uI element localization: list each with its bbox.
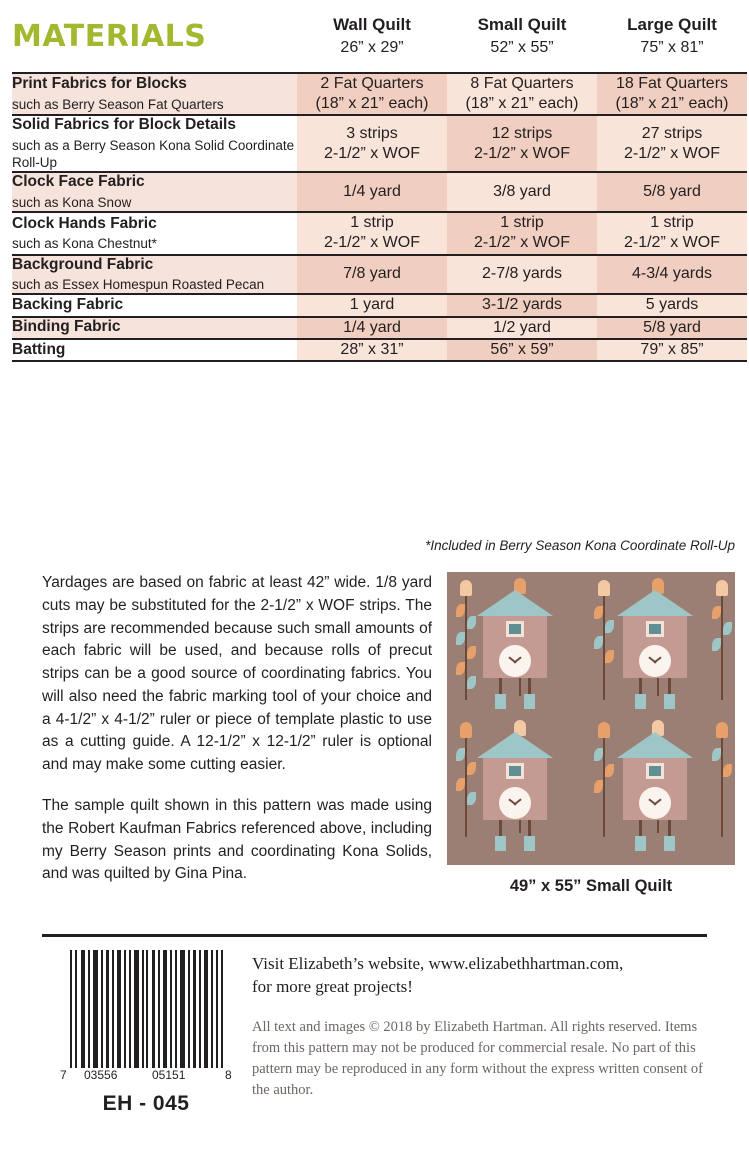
row-subtitle: such as Kona Chestnut* [12,236,157,252]
table-bottom-divider [12,360,747,362]
row-label-background [12,256,297,294]
row-title: Batting [12,340,66,358]
cuckoo-clock-block [473,732,557,852]
vine-stem [721,732,723,837]
vine-stem [603,590,605,700]
table-row [12,173,747,211]
vine-bud [598,722,610,738]
vine-leaf [456,662,465,675]
attic-window [506,763,524,779]
cell-clockhands-wall: 1 strip 2-1/2” x WOF [297,213,447,253]
row-label-clock-face [12,173,297,211]
cell-solid-small: 12 strips 2-1/2” x WOF [447,116,597,171]
divider-line [12,360,747,362]
row-title: Background Fabric [12,255,154,273]
cuckoo-clock-block [473,590,557,710]
row-title: Backing Fabric [12,296,124,314]
vine-leaf [456,604,465,617]
vine-leaf [456,632,465,645]
row-subtitle: such as Essex Homespun Roasted Pecan [12,277,265,293]
vine-leaf [456,778,465,791]
materials-table-section [0,0,749,362]
row-label-solid-fabrics [12,116,297,171]
column-header-wall [297,0,447,72]
quilt-image [447,572,735,865]
vine-bud [716,722,728,738]
column-header-large-name: Large Quilt [627,15,717,35]
roof-shape [617,732,693,758]
pendulum-weight [524,836,535,851]
table-row [12,74,747,114]
vine-decoration [711,590,733,700]
barcode-digits [60,1068,240,1084]
vine-leaf [594,780,603,793]
cell-batting-wall: 28” x 31” [297,340,447,360]
vine-leaf [712,606,721,619]
instructions-text-column [42,572,432,904]
table-row [12,213,747,253]
vine-bud [716,580,728,596]
materials-title: MATERIALS [12,18,207,54]
table-header-row [12,0,747,72]
quilt-photo-block [447,572,735,896]
pendulum-weight [635,836,646,851]
vine-stem [603,732,605,837]
clock-hands [509,798,521,807]
cell-solid-large: 27 strips 2-1/2” x WOF [597,116,747,171]
row-title: Clock Hands Fabric [12,214,157,232]
clock-hands [649,656,661,665]
quilt-caption: 49” x 55” Small Quilt [509,877,673,895]
materials-footnote: *Included in Berry Season Kona Coordinate Roll-Up [425,538,735,553]
cell-batting-large: 79” x 85” [597,340,747,360]
row-title: Print Fabrics for Blocks [12,75,187,93]
row-label-batting [12,340,297,360]
row-subtitle: such as Berry Season Fat Quarters [12,96,224,112]
website-line-2: for more great projects! [252,977,413,997]
attic-window [646,621,664,637]
clock-hands [649,798,661,807]
instructions-paragraph-2: The sample quilt shown in this pattern was made using the Robert Kaufman Fabrics referenced above, including my Berry Season prints and coordinating Kona Solids, and was quilted by Gina Pina. [42,797,432,883]
cell-solid-wall: 3 strips 2-1/2” x WOF [297,116,447,171]
cell-clockface-large: 5/8 yard [597,173,747,211]
vine-leaf [594,748,603,761]
website-line [252,952,712,999]
column-header-large [597,0,747,72]
cell-background-small: 2-7/8 yards [447,256,597,294]
footer-text-block [252,952,712,1100]
vine-leaf [594,636,603,649]
pendulum-weight [524,694,535,709]
column-header-small-name: Small Quilt [477,15,567,35]
vine-leaf [723,764,732,777]
barcode-digit-left: 7 [60,1068,67,1082]
vine-leaf [723,622,732,635]
attic-window [646,763,664,779]
barcode-block [60,950,240,1116]
clock-hands [509,656,521,665]
cell-clockface-wall: 1/4 yard [297,173,447,211]
vine-bud [598,580,610,596]
cell-background-large: 4-3/4 yards [597,256,747,294]
column-header-wall-name: Wall Quilt [333,15,411,35]
column-header-large-size: 75” x 81” [640,38,704,56]
barcode-digit-group2: 05151 [152,1068,186,1082]
column-header-small [447,0,597,72]
table-row [12,340,747,360]
table-row [12,295,747,315]
pattern-number: EH - 045 [102,1092,190,1115]
vine-bud [460,722,472,738]
row-label-print-fabrics [12,74,297,114]
pendulum-weight [495,694,506,709]
row-title: Clock Face Fabric [12,173,145,191]
cell-binding-small: 1/2 yard [447,318,597,338]
cell-clockhands-small: 1 strip 2-1/2” x WOF [447,213,597,253]
table-row [12,256,747,294]
barcode-image [60,950,232,1068]
row-subtitle: such as Kona Snow [12,195,132,211]
cell-print-wall: 2 Fat Quarters (18” x 21” each) [297,74,447,114]
cell-clockface-small: 3/8 yard [447,173,597,211]
pendulum-weight [664,836,675,851]
vine-decoration [593,590,615,700]
cuckoo-clock-block [613,590,697,710]
barcode-digit-right: 8 [225,1068,232,1082]
cell-backing-wall: 1 yard [297,295,447,315]
vine-stem [721,590,723,700]
vine-leaf [712,748,721,761]
vine-stem [465,732,467,837]
column-header-small-size: 52” x 55” [490,38,554,56]
website-line-1: Visit Elizabeth’s website, www.elizabethhartman.com, [252,954,624,973]
barcode-digit-group1: 03556 [84,1068,118,1082]
row-subtitle: such as a Berry Season Kona Solid Coordinate Roll-Up [12,137,295,171]
cell-binding-large: 5/8 yard [597,318,747,338]
roof-shape [477,590,553,616]
cell-background-wall: 7/8 yard [297,256,447,294]
row-label-binding [12,318,297,338]
attic-window [506,621,524,637]
vine-decoration [711,732,733,837]
copyright-notice: All text and images © 2018 by Elizabeth Hartman. All rights reserved. Items from this pattern may not be produced for commercial resale. No part of this pattern may be reproduced in any form without the express written consent of the author. [252,1018,703,1098]
row-title: Solid Fabrics for Block Details [12,116,236,134]
table-row [12,318,747,338]
pendulum-weight [495,836,506,851]
vine-leaf [594,606,603,619]
row-label-clock-hands [12,213,297,253]
cuckoo-clock-block [613,732,697,852]
materials-table [12,0,747,362]
roof-shape [477,732,553,758]
table-row [12,116,747,171]
pendulum-weight [664,694,675,709]
roof-shape [617,590,693,616]
vine-decoration [593,732,615,837]
vine-leaf [712,638,721,651]
cell-backing-large: 5 yards [597,295,747,315]
cell-backing-small: 3-1/2 yards [447,295,597,315]
cell-print-large: 18 Fat Quarters (18” x 21” each) [597,74,747,114]
row-title: Binding Fabric [12,318,121,336]
column-header-wall-size: 26” x 29” [340,38,404,56]
vine-bud [460,580,472,596]
cell-batting-small: 56” x 59” [447,340,597,360]
cell-clockhands-large: 1 strip 2-1/2” x WOF [597,213,747,253]
cell-print-small: 8 Fat Quarters (18” x 21” each) [447,74,597,114]
cell-binding-wall: 1/4 yard [297,318,447,338]
instructions-paragraph-1: Yardages are based on fabric at least 42” wide. 1/8 yard cuts may be substituted for the 2-1/2” x WOF strips. The strips are recommended because such small amounts of each fabric will be used, and because rolls of precut strips can be a good source of coordinating fabrics. You will also need the fabric marking tool of your choice and a 4-1/2” x 4-1/2” ruler or piece of template plastic to use as a cutting guide. A 12-1/2” x 12-1/2” ruler is optional and may make some cutting easier. [42,574,432,774]
vine-leaf [456,748,465,761]
footer-divider [42,934,707,937]
row-label-backing [12,295,297,315]
pendulum-weight [635,694,646,709]
